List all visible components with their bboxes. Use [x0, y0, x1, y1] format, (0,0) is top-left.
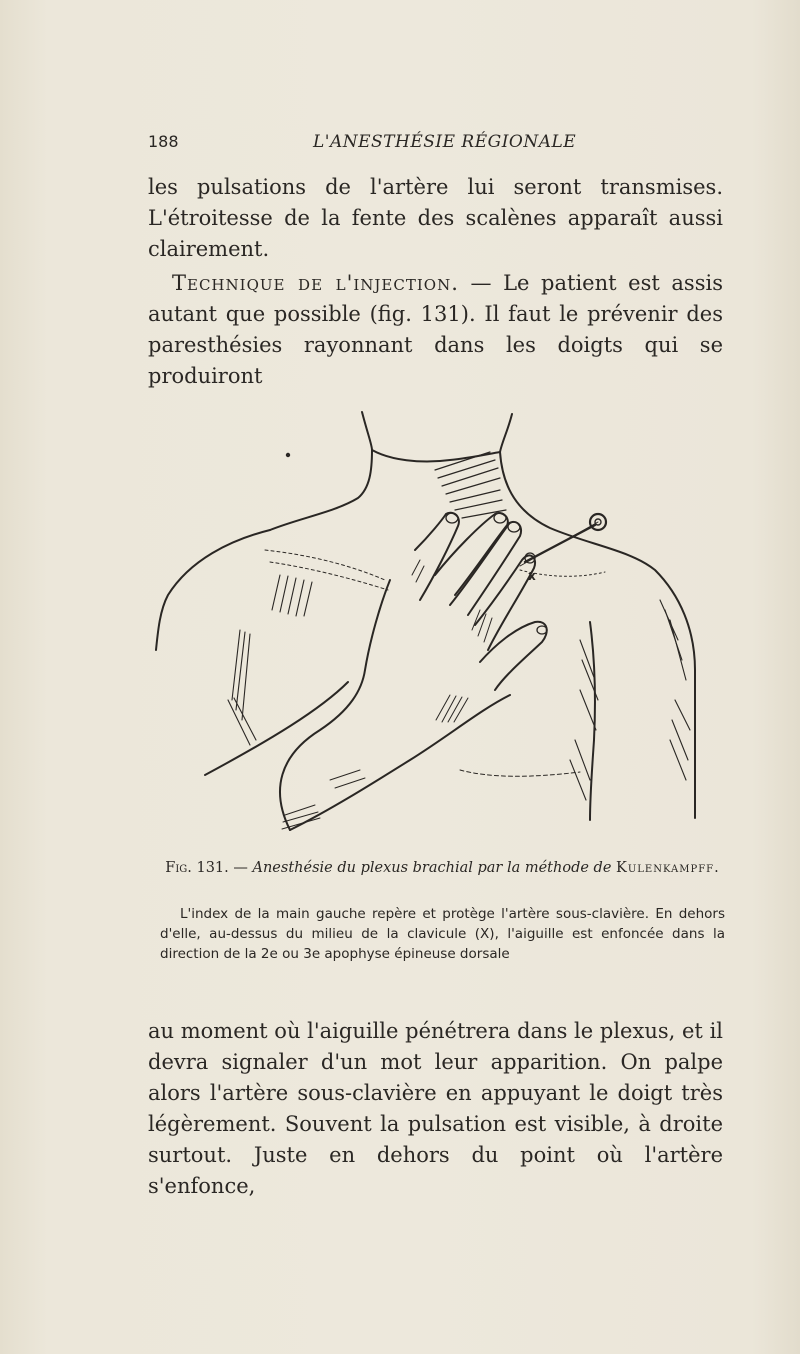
technique-heading: Technique de l'injection.: [172, 271, 459, 295]
figure-131-illustration: [150, 400, 710, 850]
page-number: 188: [148, 132, 179, 151]
paragraph-technique: [148, 268, 723, 392]
caption-author: Kulenkampff.: [616, 860, 720, 876]
paragraph-top: les pulsations de l'artère lui seront transmises. L'étroitesse de la fente des scalènes apparaît aussi clairement.: [148, 175, 723, 261]
paragraph-bottom: au moment où l'aiguille pénétrera dans le plexus, et il devra signaler d'un mot leur apparition. On palpe alors l'artère sous-clavière en appuyant le doigt très légèrement. Souvent la pulsation est visible, à droite surtout. Juste en dehors du point où l'artère s'enfonce,: [148, 1019, 723, 1198]
figure-caption-title: [160, 858, 725, 878]
caption-dash: —: [228, 860, 253, 876]
figure-caption-text: L'index de la main gauche repère et protège l'artère sous-clavière. En dehors d'elle, au-dessus du milieu de la clavicule (X), l'aiguille est enfoncée dans la direction de la 2e ou 3e apophyse épineuse dorsale: [160, 906, 725, 962]
page-header: [148, 132, 723, 156]
running-title: L'ANESTHÉSIE RÉGIONALE: [313, 132, 577, 152]
clavicle-x-marker: x: [528, 569, 536, 583]
figure-label: Fig. 131.: [165, 860, 229, 876]
anatomical-drawing: [150, 400, 710, 850]
technique-body: — Le patient est assis autant que possible (fig. 131). Il faut le prévenir des paresthésies rayonnant dans les doigts qui se produiront: [148, 271, 723, 388]
caption-title: Anesthésie du plexus brachial par la méthode de: [252, 860, 612, 876]
